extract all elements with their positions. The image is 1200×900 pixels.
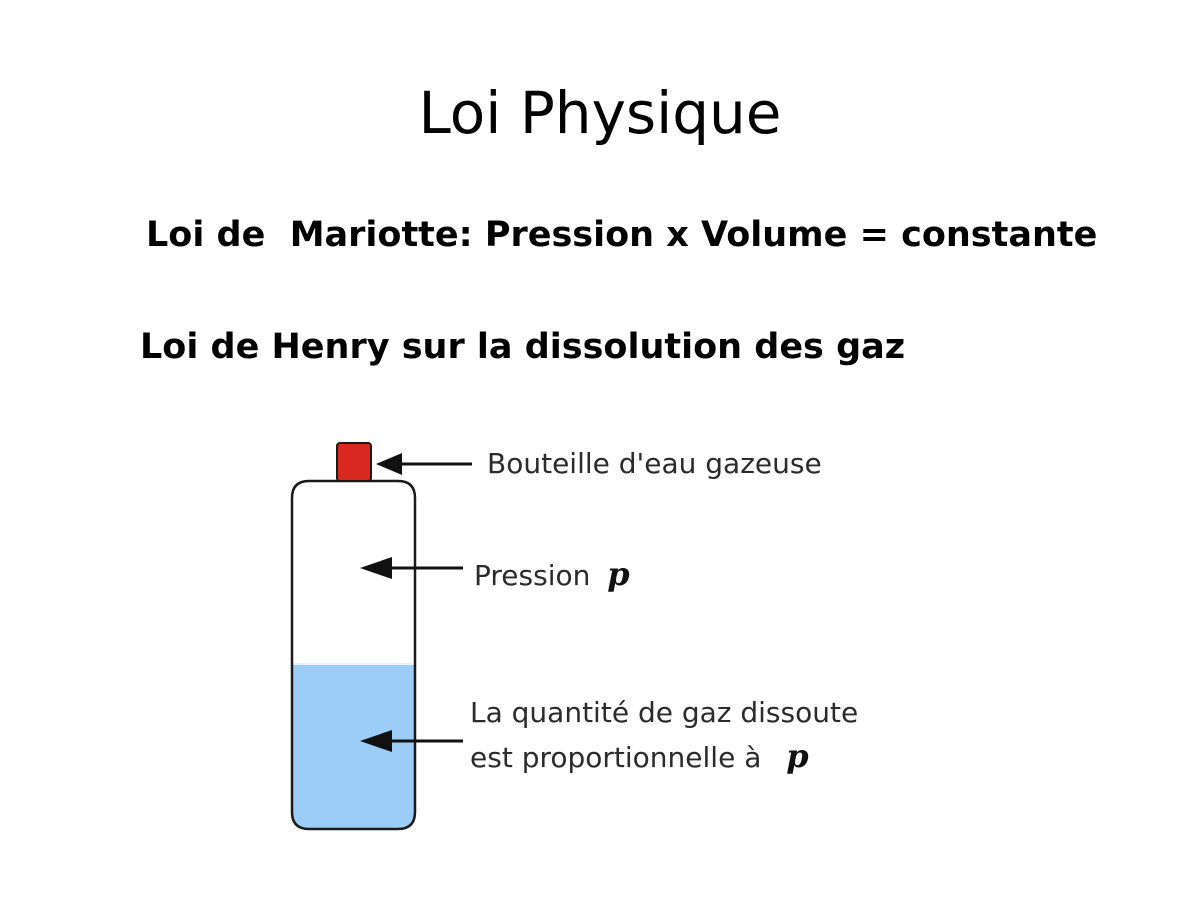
pressure-label	[474, 555, 630, 593]
arrow-to-gas-space	[360, 557, 463, 579]
arrow-to-cap	[376, 453, 472, 475]
water-level	[292, 664, 415, 834]
bottle-label: Bouteille d'eau gazeuse	[487, 447, 822, 480]
slide-title: Loi Physique	[418, 79, 782, 147]
dissolved-gas-label-line2	[470, 737, 809, 775]
pressure-symbol: p	[607, 555, 630, 593]
dissolved-gas-label-line1: La quantité de gaz dissoute	[470, 696, 859, 729]
pressure-label-text: Pression	[474, 559, 591, 592]
dissolved-gas-symbol: p	[786, 737, 809, 775]
dissolved-gas-label-text: est proportionnelle à	[470, 741, 762, 774]
henry-law-text: Loi de Henry sur la dissolution des gaz	[140, 327, 906, 367]
bottle-cap	[337, 443, 371, 481]
mariotte-law-text: Loi de Mariotte: Pression x Volume = constante	[146, 215, 1098, 255]
